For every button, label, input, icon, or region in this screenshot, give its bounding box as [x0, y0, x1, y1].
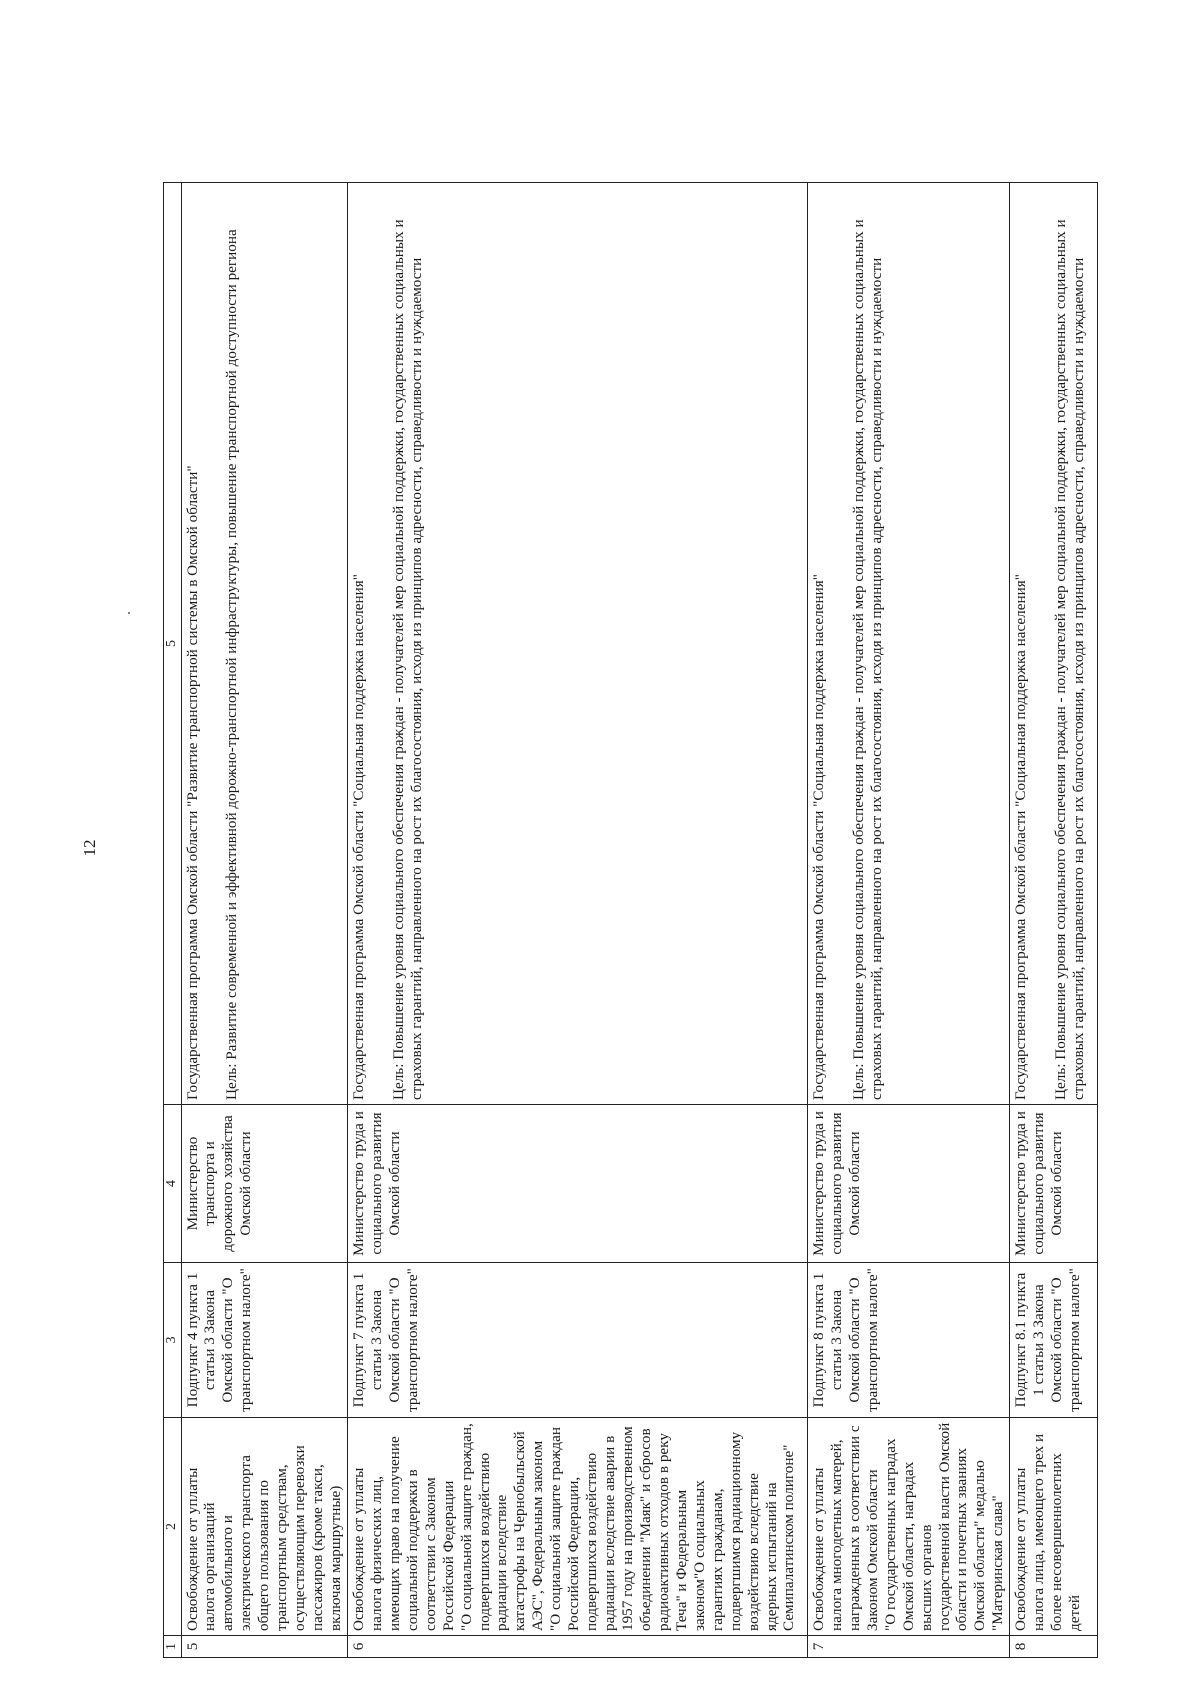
benefit-text-part: "О социальной защите граждан, подвергшихся воздействию радиации вследствие катастрофы на Чернобыльской АЭС", Федеральным законом	[457, 1423, 547, 1631]
program-goal: Цель: Повышение уровня социального обеспечения граждан - получателей мер социальной поддержки, государственных социальных и страховых гарантий, направленного на рост их благосостояния, исходя из принципов адресности, справедливости и нуждаемости	[1052, 219, 1088, 1100]
row-number: 5	[181, 1636, 347, 1658]
program-goal: Цель: Повышение уровня социального обеспечения граждан - получателей мер социальной поддержки, государственных социальных и страховых гарантий, направленного на рост их благосостояния, исходя из принципов адресности, справедливости и нуждаемости	[849, 219, 885, 1100]
program-name: Государственная программа Омской области "Социальная поддержка населения"	[1012, 574, 1030, 1100]
row-number: 8	[1010, 1636, 1098, 1658]
program-name: Государственная программа Омской области "Социальная поддержка населения"	[349, 574, 367, 1100]
rotated-landscape-page	[163, 183, 1088, 1658]
legal-basis: Подпункт 7 пункта 1 статьи 3 Закона Омской области "О транспортном налоге"	[347, 1263, 807, 1418]
curator: Министерство труда и социального развития Омской области	[807, 1105, 1009, 1263]
column-number-5: 5	[164, 183, 182, 1105]
benefit-text-part: "О государственных наградах Омской области, наградах высших органов государственной власти Омской области и почетных званиях Омской области" медалью "Материнская слава"	[881, 1422, 1007, 1631]
tax-benefits-table	[163, 182, 1098, 1658]
scan-speck	[128, 612, 130, 614]
page-number: 12	[80, 839, 99, 857]
table-row	[181, 183, 347, 1658]
program-name: Государственная программа Омской области "Развитие транспортной системы в Омской области"	[183, 465, 201, 1100]
benefit-description	[347, 1418, 807, 1636]
column-number-4: 4	[164, 1105, 182, 1263]
legal-basis: Подпункт 8 пункта 1 статьи 3 Закона Омской области "О транспортном налоге"	[807, 1263, 1009, 1418]
program-cell	[807, 183, 1009, 1105]
program-cell	[347, 183, 807, 1105]
column-number-2: 2	[164, 1418, 182, 1636]
column-number-row	[164, 183, 182, 1658]
legal-basis: Подпункт 4 пункта 1 статьи 3 Закона Омской области "О транспортном налоге"	[181, 1263, 347, 1418]
table-row	[347, 183, 807, 1658]
legal-basis: Подпункт 8.1 пункта 1 статьи 3 Закона Омской области "О транспортном налоге"	[1010, 1263, 1098, 1418]
program-name: Государственная программа Омской области "Социальная поддержка населения"	[809, 574, 827, 1100]
program-cell	[181, 183, 347, 1105]
program-goal: Цель: Развитие современной и эффективной дорожно-транспортной инфраструктуры, повышение транспортной доступности региона	[223, 229, 241, 1100]
benefit-text-part: "О социальной защите граждан Российской Федерации, подвергшихся воздействию радиации вследствие аварии в 1957 году на производственном объединении "Маяк" и сбросов радиоактивных отходов в реку Теча" и Федеральным законом"О социальных гарантиях гражданам, подвергшимся радиационному воздействию вследствие ядерных испытаний на Семипалатинском полигоне"	[547, 1426, 798, 1631]
benefit-description	[807, 1418, 1009, 1636]
benefit-text-part: Освобождение от уплаты налога многодетных матерей, награжденных в соответствии с Законом Омской области	[809, 1425, 881, 1631]
column-number-1: 1	[164, 1636, 182, 1658]
curator: Министерство труда и социального развития Омской области	[1010, 1105, 1098, 1263]
column-number-3: 3	[164, 1263, 182, 1418]
program-cell	[1010, 183, 1098, 1105]
program-goal: Цель: Повышение уровня социального обеспечения граждан - получателей мер социальной поддержки, государственных социальных и страховых гарантий, направленного на рост их благосостояния, исходя из принципов адресности, справедливости и нуждаемости	[389, 219, 425, 1100]
table-row	[807, 183, 1009, 1658]
row-number: 7	[807, 1636, 1009, 1658]
benefit-text-part: Освобождение от уплаты налога физических лиц, имеющих право на получение социальной поддержки в соответствии с Законом Российской Федерации	[349, 1436, 457, 1631]
row-number: 6	[347, 1636, 807, 1658]
table-row	[1010, 183, 1098, 1658]
benefit-description: Освобождение от уплаты налога лица, имеющего трех и более несовершеннолетних детей	[1010, 1418, 1098, 1636]
benefit-description: Освобождение от уплаты налога организаций автомобильного и электрического транспорта общего пользования по транспортным средствам, осуществляющим перевозки пассажиров (кроме такси, включая маршрутные)	[181, 1418, 347, 1636]
curator: Министерство транспорта и дорожного хозяйства Омской области	[181, 1105, 347, 1263]
curator: Министерство труда и социального развития Омской области	[347, 1105, 807, 1263]
